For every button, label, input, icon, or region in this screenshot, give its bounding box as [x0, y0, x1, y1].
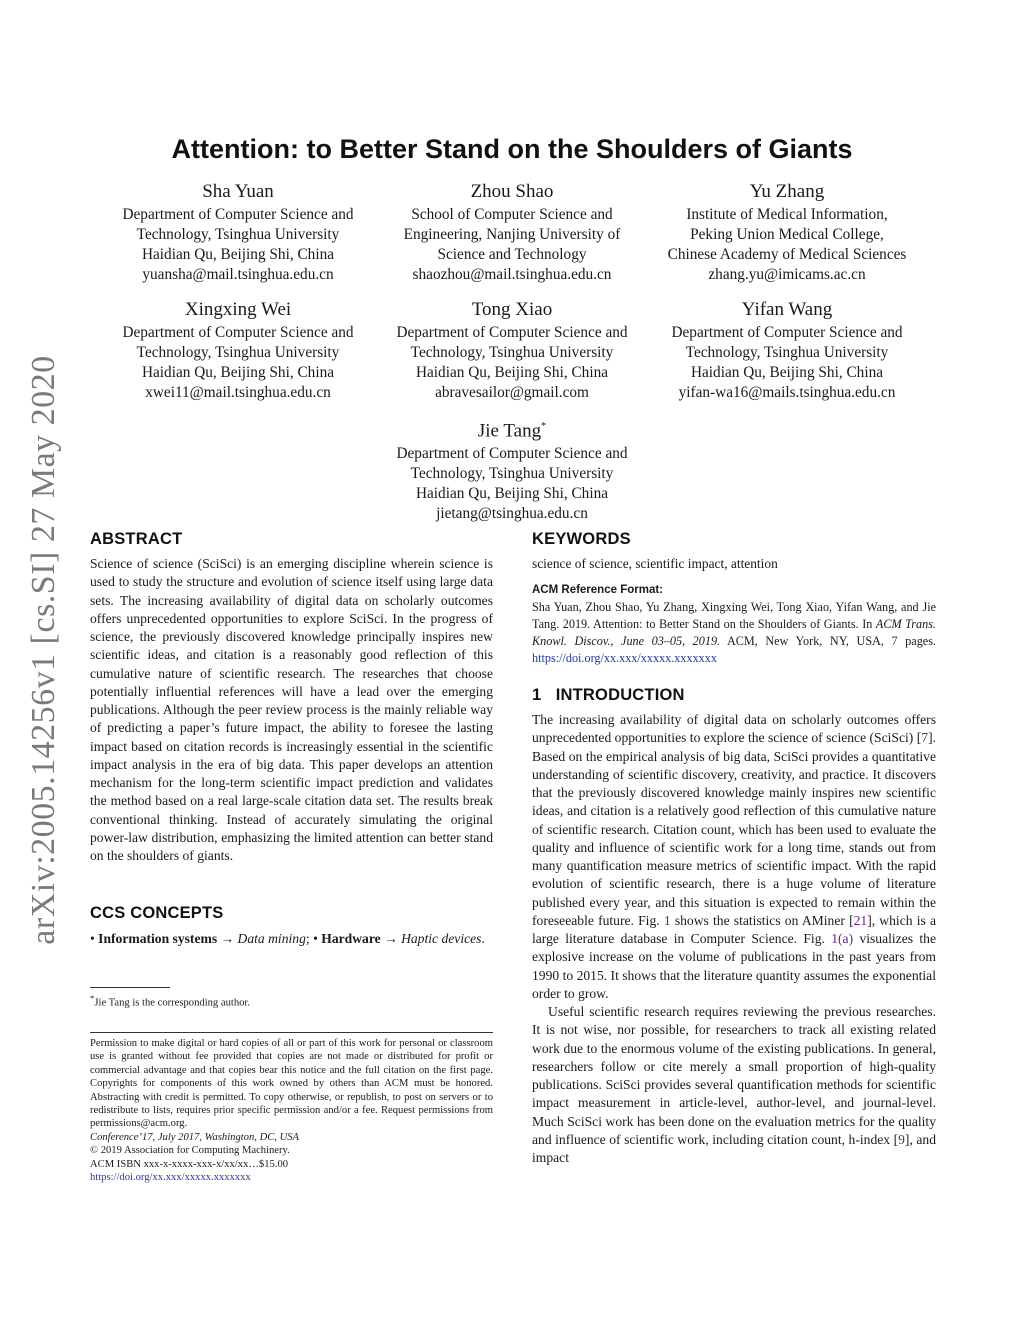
author-email[interactable]: yuansha@mail.tsinghua.edu.cn: [142, 266, 334, 283]
citation-link[interactable]: 7: [921, 730, 929, 746]
author-affiliation-line: Department of Computer Science and: [671, 324, 903, 341]
author-email[interactable]: jietang@tsinghua.edu.cn: [436, 505, 588, 523]
author-email[interactable]: xwei11@mail.tsinghua.edu.cn: [145, 384, 331, 401]
author-affiliation-line: Technology, Tsinghua University: [410, 344, 614, 361]
author-affiliation-line: Institute of Medical Information,: [686, 206, 888, 223]
author-name: Yu Zhang: [749, 181, 825, 202]
author-affiliation-line: Peking Union Medical College,: [690, 226, 884, 243]
pages-link[interactable]: 7: [891, 634, 898, 648]
author-block: [93, 298, 383, 403]
author-block: [93, 180, 383, 285]
paper-title: Attention: to Better Stand on the Shoulders of Giants: [171, 134, 853, 164]
isbn-line: ACM ISBN xxx-x-xxxx-xxx-x/xx/xx…$15.00: [90, 1158, 289, 1170]
corresponding-author-mark: *: [541, 421, 547, 432]
author-affiliation-line: Department of Computer Science and: [122, 324, 354, 341]
keywords-text: science of science, scientific impact, attention: [532, 556, 778, 571]
permission-notice: [90, 1037, 493, 1184]
abstract-section: [90, 530, 493, 865]
acm-reference-text: Sha Yuan, Zhou Shao, Yu Zhang, Xingxing Wei, Tong Xiao, Yifan Wang, and Jie Tang. 2019. Attention: to Better Stand on the Shoulders of Giants. In ACM Trans. Knowl. Discov., June 03–05, 2019. ACM, New York, NY, USA, 7 pages. https://doi.org/xx.xxx/xxxxx.xxxxxxx: [532, 600, 936, 665]
author-block: [642, 180, 932, 285]
author-name: Jie Tang*: [477, 420, 547, 442]
author-name: Tong Xiao: [471, 299, 553, 320]
author-block: [367, 298, 657, 403]
author-affiliation-line: Department of Computer Science and: [396, 445, 628, 463]
abstract-heading: ABSTRACT: [90, 530, 183, 548]
ccs-heading: CCS CONCEPTS: [90, 904, 224, 922]
acm-reference-heading: ACM Reference Format:: [532, 584, 663, 596]
author-name: Yifan Wang: [741, 299, 833, 320]
author-affiliation-line: Haidian Qu, Beijing Shi, China: [415, 485, 609, 503]
acm-reference-section: [532, 582, 936, 667]
copyright-line: © 2019 Association for Computing Machinery.: [90, 1145, 290, 1157]
author-affiliation-line: Science and Technology: [437, 246, 587, 263]
author-block: [367, 415, 657, 524]
ccs-section: [90, 904, 493, 948]
permission-text: Permission to make digital or hard copies of all or part of this work for personal or classroom use is granted without fee provided that copies are not made or distributed for profit or commercial advantage and that copies bear this notice and the full citation on the first page. Copyrights for components of this work owned by others than ACM must be honored. Abstracting with credit is permitted. To copy otherwise, or republish, to post on servers or to redistribute to lists, requires prior specific permission and/or a fee. Request permissions from permissions@acm.org.: [90, 1038, 493, 1130]
permission-divider: [90, 1032, 493, 1033]
introduction-heading: 1 INTRODUCTION: [532, 686, 685, 704]
keywords-heading: KEYWORDS: [532, 530, 631, 548]
footnote-divider: [90, 987, 170, 988]
author-affiliation-line: Chinese Academy of Medical Sciences: [667, 246, 907, 263]
author-affiliation-line: Department of Computer Science and: [122, 206, 354, 223]
footnote: *Jie Tang is the corresponding author.: [90, 993, 251, 1009]
acm-doi-link[interactable]: https://doi.org/xx.xxx/xxxxx.xxxxxxx: [532, 651, 717, 665]
author-affiliation-line: Haidian Qu, Beijing Shi, China: [141, 364, 335, 381]
introduction-section: [532, 686, 936, 1167]
author-email[interactable]: zhang.yu@imicams.ac.cn: [708, 266, 866, 283]
author-affiliation-line: Technology, Tsinghua University: [685, 344, 889, 361]
author-name: Sha Yuan: [202, 181, 274, 202]
arxiv-identifier-stamp: arXiv:2005.14256v1 [cs.SI] 27 May 2020: [25, 355, 62, 945]
author-affiliation-line: Technology, Tsinghua University: [410, 465, 614, 483]
abstract-text: Science of science (SciSci) is an emerging discipline wherein science is used to study the structure and evolution of science itself using large data sets. The increasing availability of digital data on scholarly outcomes offers unprecedented opportunities to explore SciSci. In the progress of science, the previously discovered knowledge principally inspires new scientific ideas, and citation is a reasonably good reflection of this cumulative nature of scientific research. The researches that choose potentially influential references will have a lead over the emerging publications. Although the peer review process is the mainly reliable way of predicting a paper’s future impact, the ability to foresee the lasting impact based on citation records is increasingly essential in the scientific impact analysis in the era of big data. This paper develops an attention mechanism for the long-term scientific impact prediction and validates the method based on a real large-scale citation data set. The results break conventional thinking. Instead of accurately simulating the original power-law distribution, emphasizing the limited attention can better stand on the shoulders of giants.: [90, 556, 493, 863]
author-affiliation-line: Haidian Qu, Beijing Shi, China: [690, 364, 884, 381]
introduction-paragraph: Useful scientific research requires reviewing the previous researches. It is not wise, nor possible, for researchers to track all existing related work due to the enormous volume of the existing publications. In general, researchers follow or cite merely a small proportion of high-quality publications. SciSci provides several quantification methods for scientific impact measurement in article-level, author-level, and journal-level. Much SciSci work has been done on the evaluation metrics for the quality and influence of scientific work, including citation count, h-index [9], and impact: [532, 1004, 936, 1165]
introduction-paragraph: The increasing availability of digital data on scholarly outcomes offers unprecedented opportunities to explore the science of science (SciSci) [7]. Based on the empirical analysis of big data, SciSci provides a quantitative understanding of scientific discovery, creativity, and practice. It discovers that the previously discovered knowledge mainly inspires new scientific ideas, and citation is a relatively good reflection of this cumulative nature of scientific research. Citation count, which has been used to evaluate the quality and influence of scientific work for a long time, stands out from many quantification measure metrics of scientific impact. With the rapid evolution of scientific research, there is a huge volume of literature published every year, and this situation is expected to remain within the foreseeable future. Fig. 1 shows the statistics on AMiner [21], which is a large literature database in Computer Science. Fig. 1(a) visualizes the explosive increase on the volume of publications in the past years from 1990 to 2015. It shows that the literature quantity assumes the exponential order to grow.: [532, 712, 936, 1001]
figure-link[interactable]: 1(a): [831, 931, 854, 946]
citation-link[interactable]: 21: [853, 912, 868, 928]
author-block: [642, 298, 932, 403]
author-affiliation-line: Haidian Qu, Beijing Shi, China: [141, 246, 335, 263]
author-email[interactable]: abravesailor@gmail.com: [435, 384, 589, 401]
footnote-text: Jie Tang is the corresponding author.: [94, 997, 251, 1009]
keywords-section: [532, 530, 936, 573]
author-affiliation-line: Haidian Qu, Beijing Shi, China: [415, 364, 609, 381]
author-email[interactable]: shaozhou@mail.tsinghua.edu.cn: [412, 266, 612, 283]
author-affiliation-line: Technology, Tsinghua University: [136, 226, 340, 243]
author-affiliation-line: School of Computer Science and: [411, 206, 613, 223]
author-block: [367, 180, 657, 285]
conference-line: Conference’17, July 2017, Washington, DC, USA: [90, 1131, 300, 1143]
author-name: Xingxing Wei: [184, 299, 292, 320]
author-name: Zhou Shao: [470, 181, 554, 202]
ccs-concepts-text: • Information systems → Data mining; • Hardware → Haptic devices.: [90, 931, 485, 946]
author-email[interactable]: yifan-wa16@mails.tsinghua.edu.cn: [678, 384, 896, 401]
citation-link[interactable]: 9: [898, 1131, 905, 1147]
figure-link[interactable]: 1: [663, 912, 671, 928]
doi-link[interactable]: https://doi.org/xx.xxx/xxxxx.xxxxxxx: [90, 1172, 251, 1184]
author-affiliation-line: Department of Computer Science and: [396, 324, 628, 341]
author-affiliation-line: Technology, Tsinghua University: [136, 344, 340, 361]
author-affiliation-line: Engineering, Nanjing University of: [403, 226, 621, 243]
